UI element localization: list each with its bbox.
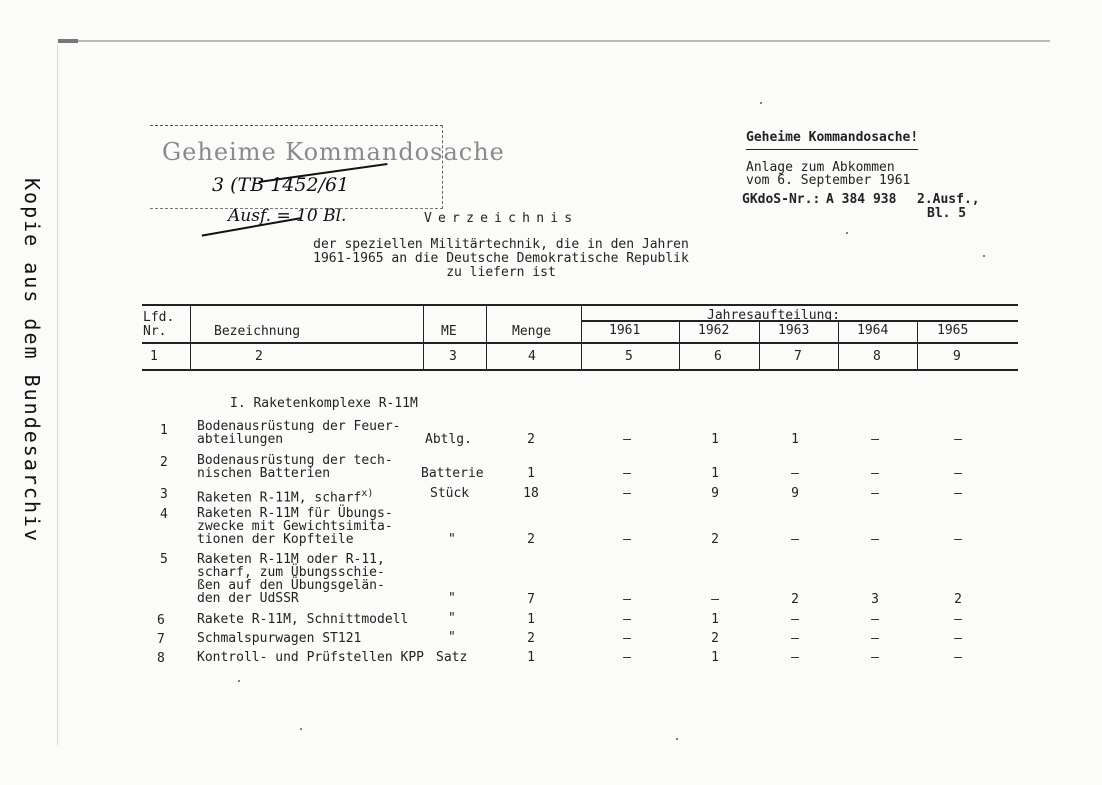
col-divider	[759, 321, 760, 369]
row-number: 8	[157, 651, 165, 666]
row-1965: –	[954, 432, 962, 447]
row-quantity: 1	[527, 650, 535, 665]
row-1963: 1	[791, 432, 799, 447]
ref-number: A 384 938	[826, 192, 897, 207]
row-description: Bodenausrüstung der tech- nischen Batterien	[197, 453, 393, 481]
document-subtitle	[306, 238, 696, 280]
row-quantity: 18	[523, 486, 539, 501]
row-1963: –	[791, 466, 799, 481]
row-description: Raketen R-11M, scharf$^{x)}$	[197, 488, 374, 506]
classification-stamp	[150, 125, 505, 209]
section-heading: I. Raketenkomplexe R-11M	[230, 396, 418, 411]
sheet-number: Bl. 5	[927, 206, 967, 221]
page-left-edge	[57, 45, 58, 745]
col-divider	[838, 321, 839, 369]
header-year: 1965	[937, 323, 969, 338]
subtitle-line: 1961-1965 an die Deutsche Demokratische Republik	[313, 251, 689, 266]
column-number: 9	[953, 349, 961, 364]
col-divider	[679, 321, 680, 369]
header-bezeichnung: Bezeichnung	[214, 324, 301, 339]
row-1962: 1	[711, 466, 719, 481]
row-1964: –	[871, 466, 879, 481]
document-title: Verzeichnis	[424, 211, 579, 226]
row-number: 7	[157, 632, 165, 647]
column-number: 2	[255, 349, 263, 364]
stamp-number: 3 (TB 1452/61	[212, 174, 350, 196]
row-1961: –	[623, 466, 631, 481]
column-number: 3	[449, 349, 457, 364]
column-number: 7	[794, 349, 802, 364]
scan-speck	[983, 255, 985, 257]
row-1965: –	[954, 486, 962, 501]
col-divider	[581, 305, 582, 369]
header-me: ME	[441, 324, 457, 339]
handwritten-note: Ausf. = 10 Bl.	[228, 206, 347, 226]
row-1963: –	[791, 631, 799, 646]
row-description: Rakete R-11M, Schnittmodell	[197, 612, 409, 627]
row-number: 6	[157, 613, 165, 628]
page-top-edge	[58, 40, 1050, 42]
scan-speck	[300, 728, 302, 730]
row-quantity: 2	[527, 432, 535, 447]
header-mid-rule	[142, 342, 1018, 344]
row-1962: 1	[711, 612, 719, 627]
column-number: 1	[150, 349, 158, 364]
row-1961: –	[623, 432, 631, 447]
row-unit: Satz	[436, 650, 468, 665]
row-quantity: 7	[527, 592, 535, 607]
row-quantity: 1	[527, 612, 535, 627]
row-1961: –	[623, 650, 631, 665]
header-year: 1963	[778, 323, 810, 338]
row-1964: –	[871, 532, 879, 547]
row-1961: –	[623, 532, 631, 547]
annex-line-1: Anlage zum Abkommen	[746, 160, 895, 175]
header-year: 1962	[698, 323, 730, 338]
row-unit: Stück	[430, 486, 470, 501]
row-quantity: 1	[527, 466, 535, 481]
col-divider	[423, 305, 424, 369]
row-number: 3	[160, 487, 168, 502]
scan-speck	[676, 738, 678, 740]
edition-number: 2.Ausf.,	[917, 192, 980, 207]
header-menge: Menge	[512, 324, 552, 339]
row-1965: –	[954, 466, 962, 481]
row-quantity: 2	[527, 532, 535, 547]
row-1964: –	[871, 612, 879, 627]
row-unit: "	[448, 630, 456, 645]
row-1962: 2	[711, 532, 719, 547]
col-divider	[190, 305, 191, 369]
table-top-rule	[142, 304, 1018, 306]
archive-side-label: Kopie aus dem Bundesarchiv	[20, 178, 44, 544]
row-1965: –	[954, 612, 962, 627]
row-unit: Abtlg.	[425, 432, 472, 447]
row-1961: –	[623, 486, 631, 501]
row-description: Raketen R-11M oder R-11, scharf, zum Übungsschie- ßen auf den Übungsgelän- den der UdSSR	[197, 552, 385, 606]
header-year: 1964	[857, 323, 889, 338]
row-unit: Batterie	[421, 466, 484, 481]
row-quantity: 2	[527, 631, 535, 646]
scan-speck	[238, 680, 240, 682]
row-1962: 1	[711, 432, 719, 447]
row-unit: "	[448, 611, 456, 626]
row-1961: –	[623, 631, 631, 646]
header-year: 1961	[609, 323, 641, 338]
row-number: 4	[160, 507, 168, 522]
scan-speck	[846, 232, 848, 234]
row-number: 1	[160, 423, 168, 438]
ref-label: GKdoS-Nr.:	[742, 192, 821, 207]
row-description: Raketen R-11M für Übungs- zwecke mit Gewichtsimita- tionen der Kopfteile	[197, 506, 393, 547]
subtitle-line: der speziellen Militärtechnik, die in den Jahren	[313, 237, 689, 252]
subtitle-line: zu liefern ist	[446, 265, 556, 280]
row-1962: 1	[711, 650, 719, 665]
header-nr: Nr.	[143, 324, 167, 339]
row-1963: –	[791, 650, 799, 665]
row-1963: 9	[791, 486, 799, 501]
row-number: 2	[160, 455, 168, 470]
annex-line-2: vom 6. September 1961	[746, 173, 911, 188]
column-number: 5	[625, 349, 633, 364]
row-1961: –	[623, 612, 631, 627]
column-number: 8	[873, 349, 881, 364]
row-unit: "	[448, 532, 456, 547]
scan-speck	[760, 102, 762, 104]
col-divider	[917, 321, 918, 369]
row-1962: –	[711, 592, 719, 607]
row-description: Kontroll- und Prüfstellen KPP	[197, 650, 424, 665]
row-1964: –	[871, 432, 879, 447]
header-lfd: Lfd.	[143, 310, 175, 325]
row-1962: 9	[711, 486, 719, 501]
row-unit: "	[448, 591, 456, 606]
column-number: 4	[528, 349, 536, 364]
row-1961: –	[623, 592, 631, 607]
stamp-title: Geheime Kommandosache	[162, 138, 505, 166]
column-number: 6	[714, 349, 722, 364]
row-description: Schmalspurwagen ST121	[197, 631, 362, 646]
row-1964: –	[871, 650, 879, 665]
row-1965: –	[954, 532, 962, 547]
row-1963: –	[791, 532, 799, 547]
row-1963: –	[791, 612, 799, 627]
row-1963: 2	[791, 592, 799, 607]
row-1965: –	[954, 631, 962, 646]
row-1964: –	[871, 631, 879, 646]
header-bottom-rule	[142, 369, 1018, 371]
col-divider	[486, 305, 487, 369]
row-number: 5	[160, 552, 168, 567]
row-description: Bodenausrüstung der Feuer- abteilungen	[197, 419, 401, 447]
classification-heading: Geheime Kommandosache!	[746, 130, 918, 150]
row-1964: –	[871, 486, 879, 501]
row-1965: –	[954, 650, 962, 665]
row-1962: 2	[711, 631, 719, 646]
row-1965: 2	[954, 592, 962, 607]
row-1964: 3	[871, 592, 879, 607]
header-jahresaufteilung: Jahresaufteilung:	[707, 308, 841, 323]
